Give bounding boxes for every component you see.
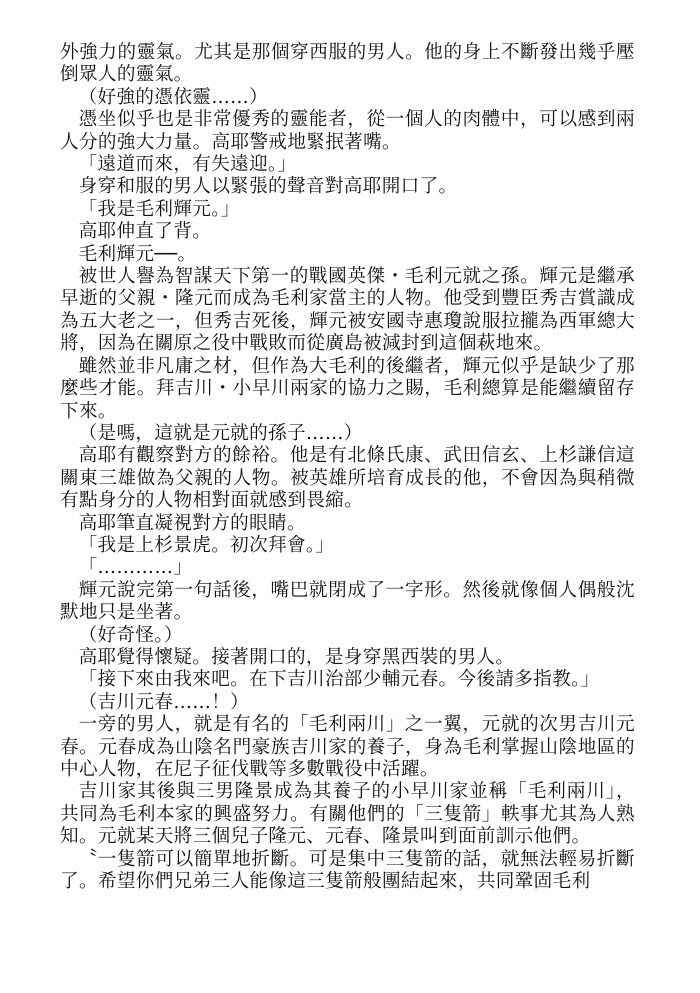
paragraph: 「我是毛利輝元。」: [78, 198, 240, 220]
paragraph: 「遠道而來，有失遠迎。」: [78, 154, 297, 176]
paragraph: 外強力的靈氣。尤其是那個穿西服的男人。他的身上不斷發出幾乎壓倒眾人的靈氣。: [60, 42, 635, 86]
paragraph: 高耶覺得懷疑。接著開口的，是身穿黑西裝的男人。: [78, 646, 515, 668]
paragraph: 高耶伸直了背。: [78, 221, 212, 243]
paragraph: （好奇怪。）: [78, 624, 183, 646]
paragraph: 身穿和服的男人以緊張的聲音對高耶開口了。: [78, 176, 458, 198]
paragraph: 「…………」: [78, 557, 193, 579]
document-page: [60, 42, 635, 893]
paragraph: 吉川家其後與三男隆景成為其養子的小早川家並稱「毛利兩川」，共同為毛利本家的興盛努力。有關他們的「三隻箭」軼事尤其為人熟知。元就某天將三個兒子隆元、元春、隆景叫到面前訓示他們。: [60, 781, 635, 848]
paragraph: 高耶筆直凝視對方的眼睛。: [78, 512, 306, 534]
paragraph: （是嗎，這就是元就的孫子……）: [78, 422, 363, 444]
paragraph: 「接下來由我來吧。在下吉川治部少輔元春。今後請多指教。」: [78, 669, 600, 691]
paragraph: 被世人譽為智謀天下第一的戰國英傑・毛利元就之孫。輝元是繼承早逝的父親・隆元而成為毛利家當主的人物。他受到豐臣秀吉賞識成為五大老之一，但秀吉死後，輝元被安國寺惠瓊說服拉攏為西軍總大將，因為在關原之役中戰敗而從廣島被減封到這個萩地來。: [60, 266, 635, 355]
paragraph: 〝一隻箭可以簡單地折斷。可是集中三隻箭的話，就無法輕易折斷了。希望你們兄弟三人能像這三隻箭般團結起來，共同鞏固毛利: [60, 848, 635, 893]
paragraph: 毛利輝元──。: [78, 243, 197, 265]
paragraph: （好強的憑依靈……）: [78, 86, 269, 108]
paragraph: （吉川元春……！）: [78, 691, 250, 713]
paragraph: 「我是上杉景虎。初次拜會。」: [78, 534, 335, 556]
paragraph: 一旁的男人，就是有名的「毛利兩川」之一翼，元就的次男吉川元春。元春成為山陰名門豪族吉川家的養子，身為毛利掌握山陰地區的中心人物，在尼子征伐戰等多數戰役中活躍。: [60, 714, 635, 780]
paragraph: 輝元說完第一句話後，嘴巴就閉成了一字形。然後就像個人偶般沈默地只是坐著。: [60, 579, 635, 624]
paragraph: 雖然並非凡庸之材，但作為大毛利的後繼者，輝元似乎是缺少了那麼些才能。拜吉川・小早川兩家的協力之賜，毛利總算是能繼續留存下來。: [60, 355, 635, 422]
paragraph: 高耶有觀察對方的餘裕。他是有北條氏康、武田信玄、上杉謙信這關東三雄做為父親的人物。被英雄所培育成長的他，不會因為與稍微有點身分的人物相對面就感到畏縮。: [60, 445, 635, 512]
paragraph: 憑坐似乎也是非常優秀的靈能者，從一個人的肉體中，可以感到兩人分的強大力量。高耶警戒地緊抿著嘴。: [60, 109, 635, 153]
